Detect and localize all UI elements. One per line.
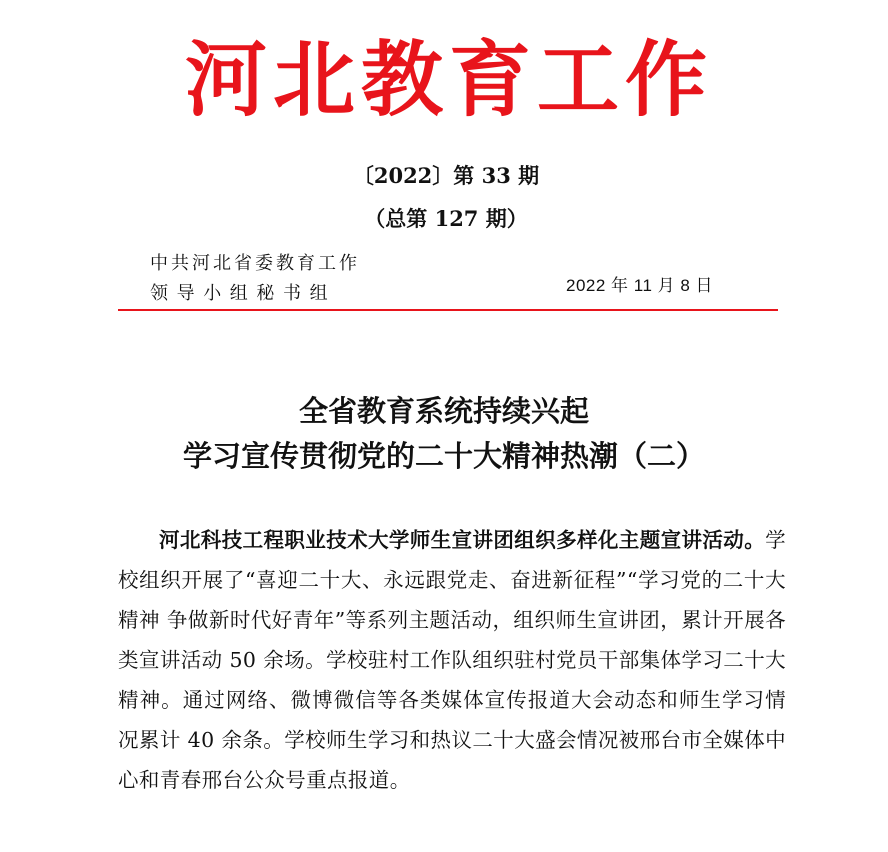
article-body-text: 学校组织开展了“喜迎二十大、永远跟党走、奋进新征程”“学习党的二十大精神 争做新时代好青年”等系列主题活动，组织师生宣讲团，累计开展各类宣讲活动 50 余场。学校驻村工作队组织驻村党员干部集体学习二十大精神。通过网络、微博微信等各类媒体宣传报道大会动态和师生学习情况累计 40 余条。学校师生学习和热议二十大盛会情况被邢台市全媒体中心和青春邢台公众号重点报道。 (118, 528, 787, 792)
masthead-title: 河北教育工作 (184, 32, 713, 128)
article-headline-line1: 全省教育系统持续兴起 (298, 394, 589, 428)
issue-date: 2022 年 11 月 8 日 (566, 276, 714, 295)
issuing-office-line2: 领导小组秘书组 (150, 283, 337, 304)
issue-number: 〔2022〕第 33 期 (352, 163, 540, 188)
header-divider (118, 309, 778, 311)
article-paragraph (118, 520, 786, 800)
article-headline-line2: 学习宣传贯彻党的二十大精神热潮（二） (182, 439, 705, 473)
total-issue-number: （总第 127 期） (364, 206, 528, 231)
article-lead-sentence: 河北科技工程职业技术大学师生宣讲团组织多样化主题宣讲活动。 (159, 528, 766, 552)
issuing-office-line1: 中共河北省委教育工作 (150, 253, 360, 274)
